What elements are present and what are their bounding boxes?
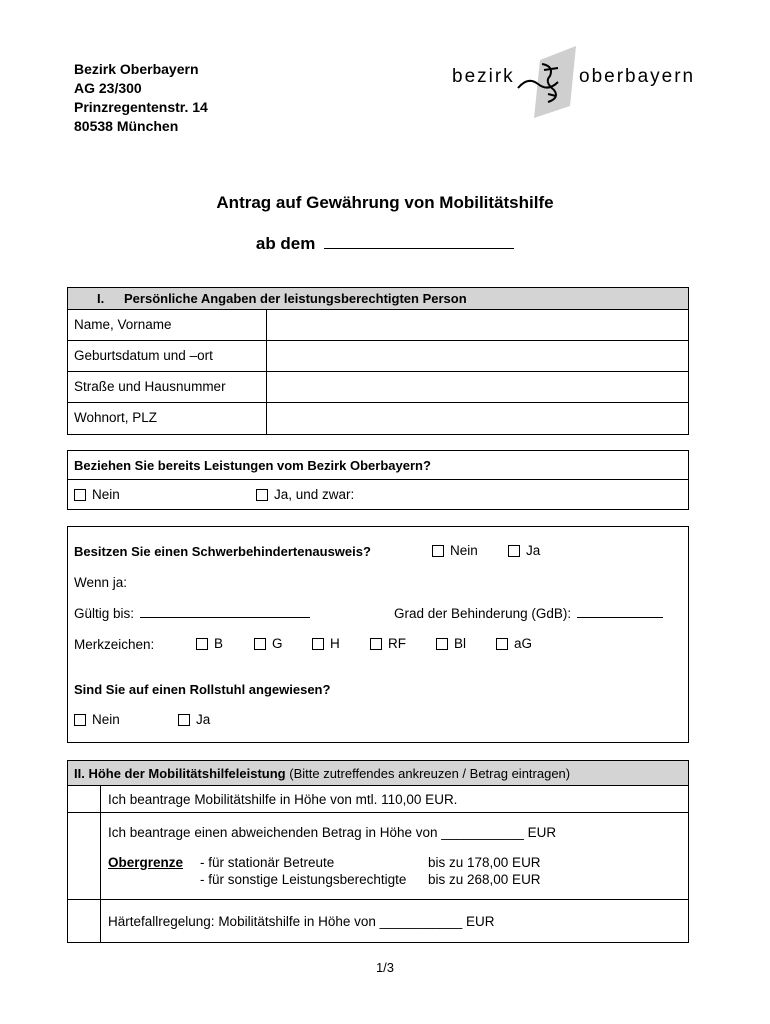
checkbox[interactable] bbox=[196, 638, 208, 650]
form-start-date bbox=[0, 234, 770, 254]
checkbox[interactable] bbox=[254, 638, 266, 650]
address-line: Prinzregentenstr. 14 bbox=[74, 99, 208, 115]
checkbox[interactable] bbox=[436, 638, 448, 650]
mark-g[interactable]: G bbox=[254, 636, 283, 651]
benefits-question: Beziehen Sie bereits Leistungen vom Bezirk Oberbayern? bbox=[74, 458, 431, 473]
limit-stationary-value: bis zu 178,00 EUR bbox=[428, 855, 541, 870]
valid-until: Gültig bis: bbox=[74, 606, 310, 621]
benefits-no-option[interactable]: Nein bbox=[74, 487, 120, 502]
section-personal-data bbox=[67, 287, 689, 435]
wheelchair-yes-option[interactable]: Ja bbox=[178, 712, 210, 727]
label-birth: Geburtsdatum und –ort bbox=[74, 348, 213, 363]
limit-other-label: - für sonstige Leistungsberechtigte bbox=[200, 872, 407, 887]
birth-field[interactable] bbox=[268, 341, 686, 371]
mark-rf[interactable]: RF bbox=[370, 636, 406, 651]
disability-no-option[interactable]: Nein bbox=[432, 543, 478, 558]
street-field[interactable] bbox=[268, 372, 686, 402]
checkbox[interactable] bbox=[74, 714, 86, 726]
sender-address bbox=[74, 60, 208, 136]
upper-limit-label: Obergrenze bbox=[108, 855, 184, 870]
limit-other-value: bis zu 268,00 EUR bbox=[428, 872, 541, 887]
mark-ag[interactable]: aG bbox=[496, 636, 532, 651]
start-date-label: ab dem bbox=[255, 234, 316, 253]
address-line: AG 23/300 bbox=[74, 80, 142, 96]
logo-word-bezirk: bezirk bbox=[452, 66, 515, 87]
if-yes-label: Wenn ja: bbox=[74, 575, 128, 590]
address-line: 80538 München bbox=[74, 118, 179, 134]
option-standard-checkbox[interactable] bbox=[70, 787, 98, 811]
address-line: Bezirk Oberbayern bbox=[74, 61, 199, 77]
disability-question: Besitzen Sie einen Schwerbehindertenausweis? bbox=[74, 544, 371, 559]
section-disability-card bbox=[67, 526, 689, 743]
checkbox[interactable] bbox=[256, 489, 268, 501]
section-amount bbox=[67, 760, 689, 943]
form-title: Antrag auf Gewährung von Mobilitätshilfe bbox=[216, 193, 554, 212]
section-header: II. Höhe der Mobilitätshilfeleistung (Bitte zutreffendes ankreuzen / Betrag eintragen) bbox=[68, 761, 688, 786]
start-date-field[interactable] bbox=[324, 248, 514, 249]
hardship-text: Härtefallregelung: Mobilitätshilfe in Höhe von ___________ EUR bbox=[108, 914, 495, 929]
label-street: Straße und Hausnummer bbox=[74, 379, 226, 394]
checkbox[interactable] bbox=[508, 545, 520, 557]
logo-word-oberbayern: oberbayern bbox=[579, 66, 696, 87]
section-existing-benefits bbox=[67, 450, 689, 510]
checkbox[interactable] bbox=[432, 545, 444, 557]
checkbox[interactable] bbox=[74, 489, 86, 501]
name-field[interactable] bbox=[268, 310, 686, 340]
label-name: Name, Vorname bbox=[74, 317, 172, 332]
wheelchair-question: Sind Sie auf einen Rollstuhl angewiesen? bbox=[74, 682, 331, 697]
checkbox[interactable] bbox=[370, 638, 382, 650]
limit-stationary-label: - für stationär Betreute bbox=[200, 855, 335, 870]
mark-h[interactable]: H bbox=[312, 636, 340, 651]
checkbox[interactable] bbox=[496, 638, 508, 650]
option-custom-checkbox[interactable] bbox=[70, 814, 98, 898]
merkzeichen-label: Merkzeichen: bbox=[74, 637, 155, 652]
logo-emblem-icon bbox=[514, 46, 578, 120]
bezirk-logo bbox=[452, 46, 696, 126]
checkbox[interactable] bbox=[178, 714, 190, 726]
custom-amount-text: Ich beantrage einen abweichenden Betrag in Höhe von ___________ EUR bbox=[108, 825, 557, 840]
section-header: I. Persönliche Angaben der leistungsberechtigten Person bbox=[68, 288, 688, 310]
benefits-yes-option[interactable]: Ja, und zwar: bbox=[256, 487, 354, 502]
gdb: Grad der Behinderung (GdB): bbox=[394, 606, 663, 621]
valid-until-field[interactable] bbox=[140, 617, 310, 618]
gdb-field[interactable] bbox=[577, 617, 663, 618]
page-number: 1/3 bbox=[375, 960, 395, 975]
checkbox[interactable] bbox=[312, 638, 324, 650]
option-hardship-checkbox[interactable] bbox=[70, 901, 98, 941]
disability-yes-option[interactable]: Ja bbox=[508, 543, 540, 558]
standard-amount-text: Ich beantrage Mobilitätshilfe in Höhe von mtl. 110,00 EUR. bbox=[108, 792, 458, 807]
city-field[interactable] bbox=[268, 403, 686, 434]
label-city: Wohnort, PLZ bbox=[74, 410, 158, 425]
mark-b[interactable]: B bbox=[196, 636, 223, 651]
mark-bl[interactable]: Bl bbox=[436, 636, 466, 651]
wheelchair-no-option[interactable]: Nein bbox=[74, 712, 120, 727]
